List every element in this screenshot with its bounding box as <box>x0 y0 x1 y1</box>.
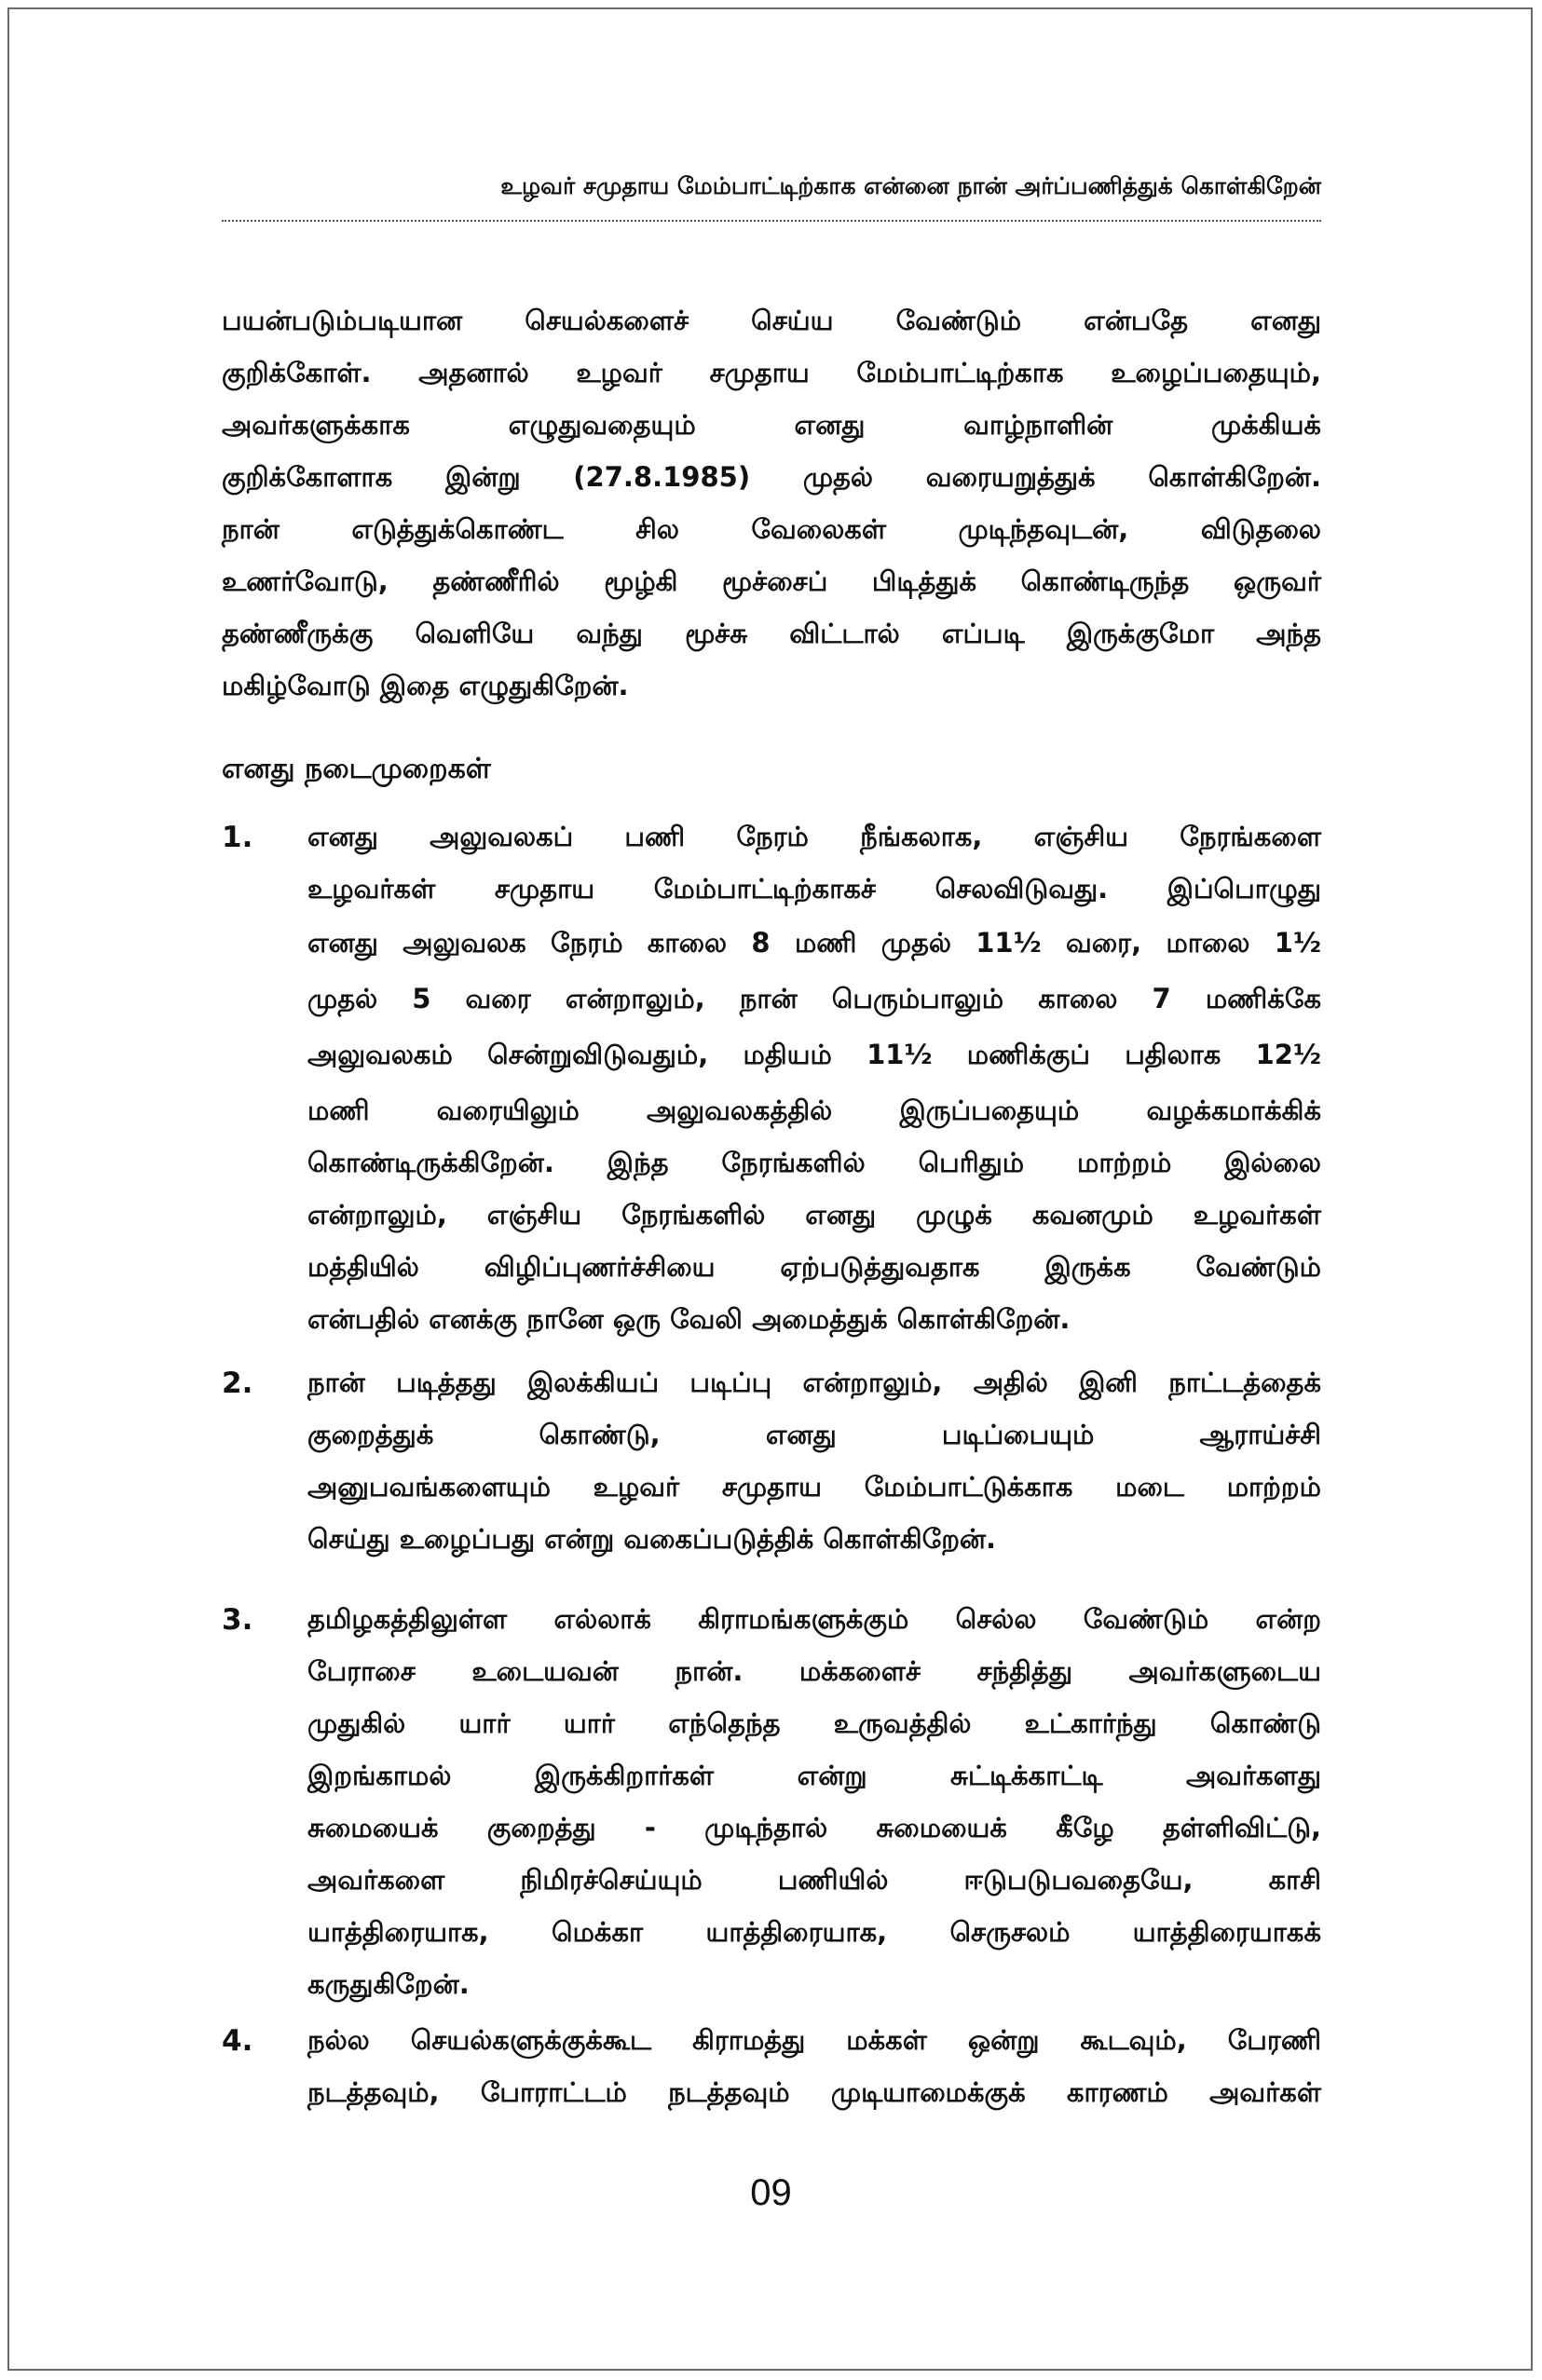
item-line: என்றாலும், எஞ்சிய நேரங்களில் எனது முழுக் கவனமும் உழவர்கள் <box>307 1199 1321 1231</box>
header-divider <box>222 220 1321 222</box>
item-line: அவர்களை நிமிரச்செய்யும் பணியில் ஈடுபடுபவதையே, காசி <box>307 1864 1321 1896</box>
paragraph-line: குறிக்கோள். அதனால் உழவர் சமுதாய மேம்பாட்டிற்காக உழைப்பதையும், <box>222 357 1321 388</box>
item-line: அனுபவங்களையும் உழவர் சமுதாய மேம்பாட்டுக்காக மடை மாற்றம் <box>307 1471 1321 1503</box>
item-number: 3. <box>222 1603 253 1637</box>
paragraph-line: அவர்களுக்காக எழுதுவதையும் எனது வாழ்நாளின் முக்கியக் <box>222 409 1321 441</box>
item-line: பேராசை உடையவன் நான். மக்களைச் சந்தித்து அவர்களுடைய <box>307 1655 1321 1687</box>
item-line: கருதுகிறேன். <box>307 1968 470 2000</box>
item-line: இறங்காமல் இருக்கிறார்கள் என்று சுட்டிக்காட்டி அவர்களது <box>307 1760 1321 1791</box>
page-number: 09 <box>750 2172 792 2213</box>
paragraph-line: பயன்படும்படியான செயல்களைச் செய்ய வேண்டும் என்பதே எனது <box>222 305 1321 336</box>
item-line: நான் படித்தது இலக்கியப் படிப்பு என்றாலும், அதில் இனி நாட்டத்தைக் <box>307 1367 1321 1398</box>
item-line: மத்தியில் விழிப்புணர்ச்சியை ஏற்படுத்துவதாக இருக்க வேண்டும் <box>307 1251 1321 1283</box>
item-line: அலுவலகம் சென்றுவிடுவதும், மதியம் 11½ மணிக்குப் பதிலாக 12½ <box>307 1039 1321 1070</box>
paragraph-line: தண்ணீருக்கு வெளியே வந்து மூச்சு விட்டால் எப்படி இருக்குமோ அந்த <box>222 618 1321 649</box>
item-line: குறைத்துக் கொண்டு, எனது படிப்பையும் ஆராய்ச்சி <box>307 1419 1321 1450</box>
paragraph-line: நான் எடுத்துக்கொண்ட சில வேலைகள் முடிந்தவுடன், விடுதலை <box>222 513 1321 545</box>
item-line: சுமையைக் குறைத்து - முடிந்தால் சுமையைக் கீழே தள்ளிவிட்டு, <box>307 1812 1321 1843</box>
item-line: எனது அலுவலகப் பணி நேரம் நீங்கலாக, எஞ்சிய நேரங்களை <box>307 821 1321 852</box>
item-line: எனது அலுவலக நேரம் காலை 8 மணி முதல் 11½ வரை, மாலை 1½ <box>307 927 1321 959</box>
running-header: உழவர் சமுதாய மேம்பாட்டிற்காக என்னை நான் அர்ப்பணித்துக் கொள்கிறேன் <box>500 172 1321 199</box>
item-number: 1. <box>222 821 253 854</box>
paragraph-line: குறிக்கோளாக இன்று (27.8.1985) முதல் வரையறுத்துக் கொள்கிறேன். <box>222 461 1321 493</box>
item-line: முதுகில் யார் யார் எந்தெந்த உருவத்தில் உட்கார்ந்து கொண்டு <box>307 1707 1321 1739</box>
item-line: நடத்தவும், போராட்டம் நடத்தவும் முடியாமைக்குக் காரணம் அவர்கள் <box>307 2076 1321 2108</box>
item-line: தமிழகத்திலுள்ள எல்லாக் கிராமங்களுக்கும் செல்ல வேண்டும் என்ற <box>307 1603 1321 1635</box>
item-number: 2. <box>222 1367 253 1400</box>
item-line: செய்து உழைப்பது என்று வகைப்படுத்திக் கொள்கிறேன். <box>307 1523 997 1555</box>
paragraph-line: உணர்வோடு, தண்ணீரில் மூழ்கி மூச்சைப் பிடித்துக் கொண்டிருந்த ஒருவர் <box>222 565 1321 597</box>
item-line: உழவர்கள் சமுதாய மேம்பாட்டிற்காகச் செலவிடுவது. இப்பொழுது <box>307 873 1321 904</box>
item-number: 4. <box>222 2024 253 2058</box>
item-line: மணி வரையிலும் அலுவலகத்தில் இருப்பதையும் வழக்கமாக்கிக் <box>307 1095 1321 1126</box>
item-line: முதல் 5 வரை என்றாலும், நான் பெரும்பாலும் காலை 7 மணிக்கே <box>307 983 1321 1014</box>
paragraph-line: மகிழ்வோடு இதை எழுதுகிறேன். <box>222 670 629 701</box>
item-line: யாத்திரையாக, மெக்கா யாத்திரையாக, செருசலம் யாத்திரையாகக் <box>307 1916 1321 1948</box>
item-line: என்பதில் எனக்கு நானே ஒரு வேலி அமைத்துக் கொள்கிறேன். <box>307 1303 1071 1335</box>
item-line: நல்ல செயல்களுக்குக்கூட கிராமத்து மக்கள் ஒன்று கூடவும், பேரணி <box>307 2024 1321 2056</box>
item-line: கொண்டிருக்கிறேன். இந்த நேரங்களில் பெரிதும் மாற்றம் இல்லை <box>307 1147 1321 1178</box>
section-heading: எனது நடைமுறைகள் <box>222 753 491 785</box>
